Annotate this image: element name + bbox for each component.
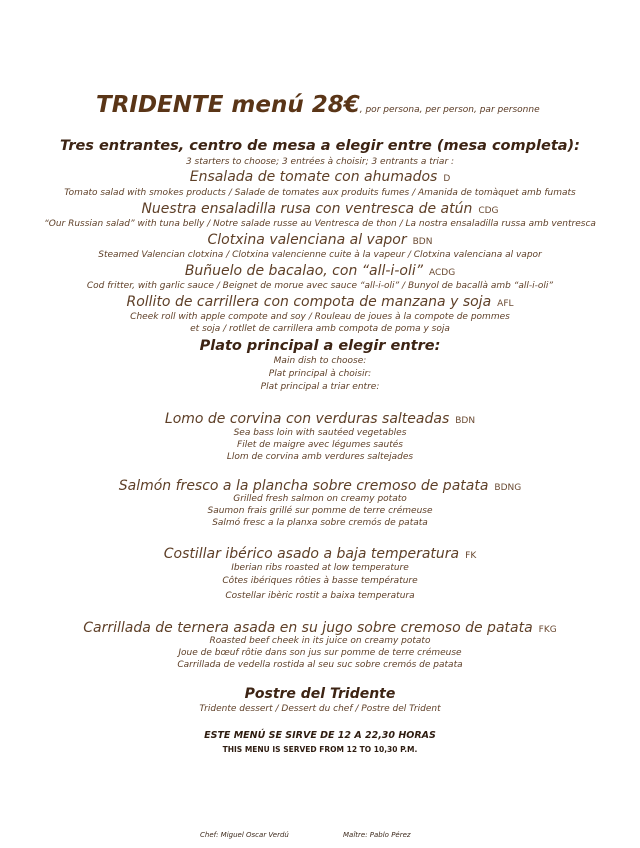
dish-translation: Llom de corvina amb verdures saltejades	[226, 452, 414, 462]
dish-translation: Filet de maigre avec légumes sautés	[237, 440, 403, 450]
starter-item	[0, 232, 640, 248]
dish-translation: Saumon frais grillé sur pomme de terre crémeuse	[207, 506, 433, 516]
dish-name: Ensalada de tomate con ahumados	[189, 169, 438, 185]
dish-name: Salmón fresco a la plancha sobre cremoso de patata	[118, 478, 489, 494]
menu-title-main: TRIDENTE menú 28€	[96, 92, 360, 118]
dessert-translation: Tridente dessert / Dessert du chef / Postre del Trident	[199, 704, 441, 714]
dish-translation: Côtes ibériques rôties à basse température	[222, 576, 418, 586]
allergen-code: CDG	[478, 206, 499, 216]
dish-translation: Salmó fresc a la planxa sobre cremós de patata	[212, 518, 428, 528]
allergen-code: BDN	[455, 416, 476, 426]
menu-title-sub: , por persona, per person, par personne	[359, 105, 540, 115]
menu-hours-en: THIS MENU IS SERVED FROM 12 TO 10,30 P.M.	[222, 745, 418, 754]
mains-heading: Plato principal a elegir entre:	[199, 338, 441, 354]
dish-translation: Cheek roll with apple compote and soy / Rouleau de joues à la compote de pommes et soja / rotllet de carrillera amb compota de poma y soja	[130, 312, 510, 334]
dish-name: Carrillada de ternera asada en su jugo sobre cremoso de patata	[83, 620, 533, 636]
mains-subheading: Plat principal a triar entre:	[260, 382, 380, 392]
dish-translation: “Our Russian salad” with tuna belly / Notre salade russe au Ventresca de thon / La nostra ensaladilla russa amb ventresca	[44, 219, 596, 229]
starters-subheading: 3 starters to choose; 3 entrées à choisir; 3 entrants a triar :	[185, 157, 455, 167]
dish-translation: Tomato salad with smokes products / Salade de tomates aux produits fumes / Amanida de tomàquet amb fumats	[64, 188, 576, 198]
dish-translation: Roasted beef cheek in its juice on creamy potato	[209, 636, 431, 646]
dish-translation: Joue de bœuf rôtie dans son jus sur pomme de terre crémeuse	[178, 648, 462, 658]
allergen-code: ACDG	[428, 268, 456, 278]
maitre-credit: Maître: Pablo Pérez	[343, 831, 411, 839]
starter-item	[0, 201, 640, 217]
dish-name: Rollito de carrillera con compota de manzana y soja	[126, 294, 492, 310]
main-item	[0, 411, 640, 427]
dish-name: Lomo de corvina con verduras salteadas	[164, 411, 450, 427]
main-item	[0, 478, 640, 494]
dish-translation: Sea bass loin with sautéed vegetables	[233, 428, 407, 438]
allergen-code: D	[443, 174, 451, 184]
starters-heading: Tres entrantes, centro de mesa a elegir entre (mesa completa):	[60, 138, 580, 154]
allergen-code: BDNG	[494, 483, 522, 493]
dish-translation: Carrillada de vedella rostida al seu suc sobre cremós de patata	[177, 660, 463, 670]
dish-name: Clotxina valenciana al vapor	[207, 232, 407, 248]
mains-subheading: Plat principal à choisir:	[268, 369, 372, 379]
dish-translation: Grilled fresh salmon on creamy potato	[233, 494, 407, 504]
allergen-code: AFL	[497, 299, 514, 309]
dish-name: Buñuelo de bacalao, con “all-i-oli”	[184, 263, 423, 279]
dish-translation: Costellar ibèric rostit a baixa temperatura	[225, 591, 415, 601]
mains-subheading: Main dish to choose:	[273, 356, 367, 366]
chef-credit: Chef: Miguel Oscar Verdú	[200, 831, 289, 839]
allergen-code: FK	[465, 551, 477, 561]
dish-name: Costillar ibérico asado a baja temperatura	[163, 546, 460, 562]
dessert-heading: Postre del Tridente	[244, 686, 396, 702]
menu-hours-es: ESTE MENÚ SE SIRVE DE 12 A 22,30 HORAS	[204, 730, 436, 741]
dish-translation: Steamed Valencian clotxina / Clotxina valencienne cuite à la vapeur / Clotxina valenciana al vapor	[98, 250, 542, 260]
dish-translation: Iberian ribs roasted at low temperature	[231, 563, 409, 573]
starter-item	[0, 294, 640, 310]
allergen-code: FKG	[538, 625, 557, 635]
menu-title	[96, 92, 540, 118]
dish-translation: Cod fritter, with garlic sauce / Beignet de morue avec sauce “all-i-oli” / Bunyol de bacallà amb “all-i-oli”	[86, 281, 554, 291]
main-item	[0, 546, 640, 562]
main-item	[0, 620, 640, 636]
dish-name: Nuestra ensaladilla rusa con ventresca de atún	[141, 201, 473, 217]
starter-item	[0, 169, 640, 185]
allergen-code: BDN	[412, 237, 433, 247]
starter-item	[0, 263, 640, 279]
